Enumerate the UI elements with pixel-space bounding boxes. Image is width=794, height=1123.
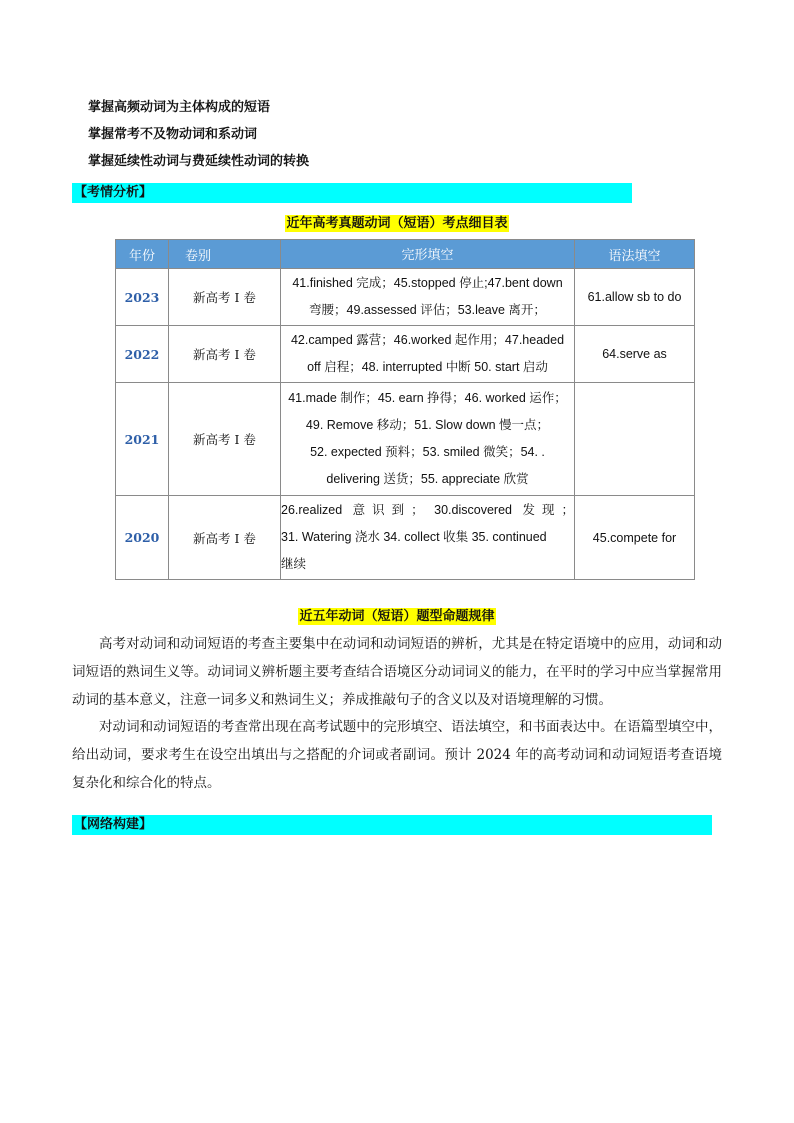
section-header-network: 【网络构建】 (72, 815, 712, 835)
table-row (116, 496, 695, 580)
cell-year: 2022 (116, 326, 169, 383)
cell-year: 2023 (116, 269, 169, 326)
cell-cloze: 42.camped 露营；46.worked 起作用；47.headed off 启程；48. interrupted 中断 50. start 启动 (281, 326, 575, 383)
table-row (116, 383, 695, 496)
section-header-analysis: 【考情分析】 (72, 183, 632, 203)
table-row (116, 269, 695, 326)
header-volume: 卷别 (169, 240, 281, 269)
cell-year: 2021 (116, 383, 169, 496)
goal-item: 掌握延续性动词与费延续性动词的转换 (88, 154, 310, 169)
cell-grammar: 61.allow sb to do (575, 269, 695, 326)
cell-volume: 新高考 I 卷 (169, 269, 281, 326)
cell-cloze: 41.finished 完成；45.stopped 停止;47.bent down 弯腰；49.assessed 评估；53.leave 离开； (281, 269, 575, 326)
table-row (116, 326, 695, 383)
exam-points-table (115, 239, 695, 580)
cell-volume: 新高考 I 卷 (169, 326, 281, 383)
paragraph: 对动词和动词短语的考查常出现在高考试题中的完形填空、语法填空，和书面表达中。在语篇型填空中，给出动词，要求考生在设空出填出与之搭配的介词或者副词。预计 2024 年的高考动词和动词短语考查语境复杂化和综合化的特点。 (72, 719, 722, 791)
header-grammar: 语法填空 (575, 240, 695, 269)
cell-volume: 新高考 I 卷 (169, 383, 281, 496)
rule-title: 近五年动词（短语）题型命题规律 (299, 609, 495, 624)
goal-item: 掌握高频动词为主体构成的短语 (88, 100, 271, 115)
goal-item: 掌握常考不及物动词和系动词 (88, 127, 258, 142)
learning-goals (88, 94, 309, 175)
paragraph: 高考对动词和动词短语的考查主要集中在动词和动词短语的辨析，尤其是在特定语境中的应用，动词和动词短语的熟词生义等。动词词义辨析题主要考查结合语境区分动词词义的能力，在平时的学习中应当掌握常用动词的基本意义，注意一词多义和熟词生义；养成推敲句子的含义以及对语境理解的习惯。 (72, 636, 722, 708)
header-year: 年份 (116, 240, 169, 269)
cell-grammar: 64.serve as (575, 326, 695, 383)
table-header-row (116, 240, 695, 269)
cell-volume: 新高考 I 卷 (169, 496, 281, 580)
table-title: 近年高考真题动词（短语）考点细目表 (286, 216, 508, 231)
cell-grammar (575, 383, 695, 496)
cell-grammar: 45.compete for (575, 496, 695, 580)
header-cloze: 完形填空 (281, 240, 575, 269)
cell-cloze: 26.realized 意识到； 30.discovered 发现； 31. Watering 浇水 34. collect 收集 35. continued 继续 (281, 496, 575, 580)
cell-cloze: 41.made 制作；45. earn 挣得；46. worked 运作； 49. Remove 移动；51. Slow down 慢一点； 52. expected 预料；53. smiled 微笑；54. . delivering 送货；55. appreciate 欣赏 (281, 383, 575, 496)
cell-year: 2020 (116, 496, 169, 580)
